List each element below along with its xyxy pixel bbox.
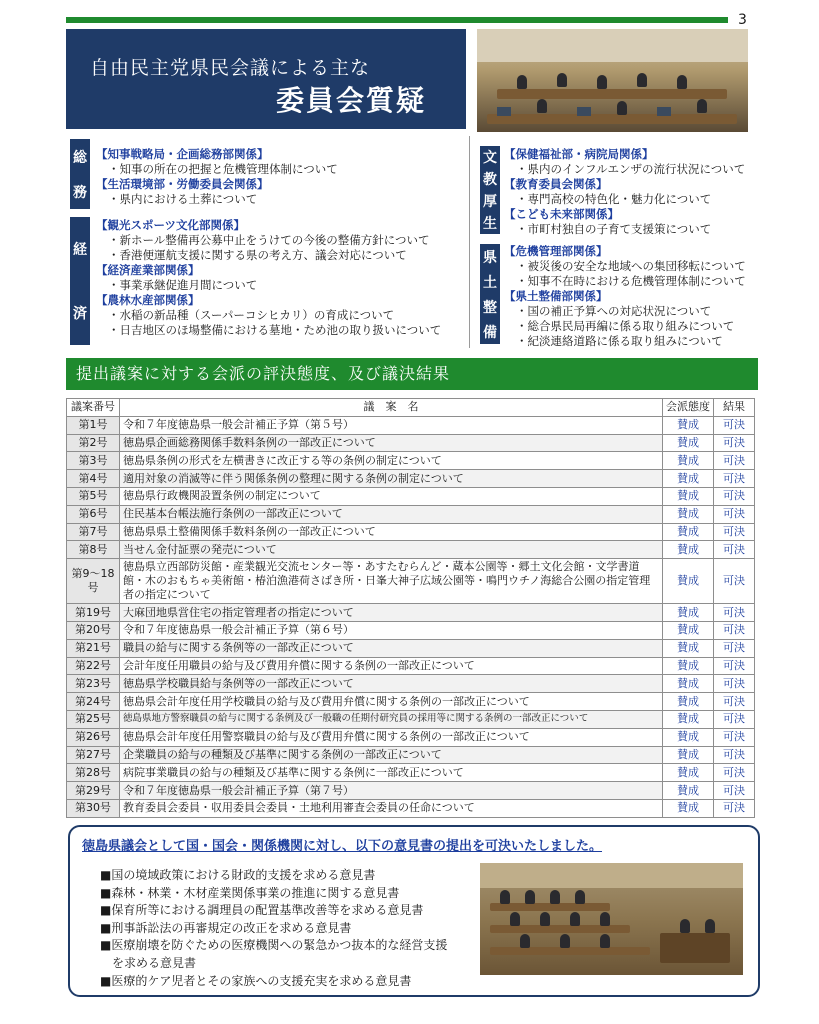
opinion-item: を求める意見書 [100, 955, 197, 970]
bill-no-cell: 第19号 [67, 604, 120, 622]
table-row [67, 621, 755, 639]
stance-cell: 賛成 [663, 621, 714, 639]
top-accent-bar [66, 17, 728, 23]
table-row [67, 487, 755, 505]
bill-no-cell: 第9～18号 [67, 559, 120, 604]
bill-name-cell: 適用対象の消滅等に伴う関係条例の整理に関する条例の制定について [120, 470, 663, 488]
opinion-item: ■医療崩壊を防ぐための医療機関への緊急かつ抜本的な経営支援 [100, 938, 448, 953]
stance-cell: 賛成 [663, 728, 714, 746]
result-cell: 可決 [714, 434, 755, 452]
result-cell: 可決 [714, 728, 755, 746]
bill-no-cell: 第26号 [67, 728, 120, 746]
bill-name-cell: 徳島県立西部防災館・産業観光交流センター等・あすたむらんど・蔵本公園等・郷土文化会館・文学書道館・木のおもちゃ美術館・椿泊漁港荷さばき所・日峯大神子広域公園等・鳴門ウチノ海総合公園の指定管理者の指定について [120, 559, 663, 604]
section-title-bar [66, 358, 758, 390]
stance-cell: 賛成 [663, 434, 714, 452]
group-item: ・被災後の安全な地域への集団移転について [516, 259, 746, 273]
bill-no-cell: 第4号 [67, 470, 120, 488]
tab-keizai: 経 済 [70, 217, 90, 345]
stance-cell: 賛成 [663, 639, 714, 657]
bill-no-cell: 第22号 [67, 657, 120, 675]
table-row [67, 541, 755, 559]
stance-cell: 賛成 [663, 657, 714, 675]
group-heading: 【経済産業部関係】 [96, 263, 200, 277]
header-bill-no: 議案番号 [67, 399, 120, 417]
bill-no-cell: 第8号 [67, 541, 120, 559]
stance-cell: 賛成 [663, 675, 714, 693]
bill-no-cell: 第28号 [67, 764, 120, 782]
header-result: 結果 [714, 399, 755, 417]
opinion-item: ■刑事訴訟法の再審規定の改正を求める意見書 [100, 920, 352, 935]
opinion-item: ■保育所等における調理員の配置基準改善等を求める意見書 [100, 903, 424, 918]
tab-kendo-seibi: 県 土 整 備 [480, 244, 500, 344]
tab-somu: 総 務 [70, 139, 90, 209]
opinion-item: ■森林・林業・木材産業関係事業の推進に関する意見書 [100, 885, 400, 900]
section-title: 提出議案に対する会派の評決態度、及び議決結果 [76, 364, 451, 383]
committee-bunkyo-kosei [504, 147, 745, 237]
stance-cell: 賛成 [663, 452, 714, 470]
result-cell: 可決 [714, 470, 755, 488]
stance-cell: 賛成 [663, 746, 714, 764]
bill-name-cell: 徳島県行政機関設置条例の制定について [120, 487, 663, 505]
bill-no-cell: 第30号 [67, 799, 120, 817]
group-item: ・新ホール整備再公募中止をうけての今後の整備方針について [108, 233, 430, 247]
stance-cell: 賛成 [663, 693, 714, 711]
bill-name-cell: 徳島県地方警察職員の給与に関する条例及び一般職の任期付研究員の採用等に関する条例の一部改正について [120, 710, 663, 728]
opinion-item: ■医療的ケア児者とその家族への支援充実を求める意見書 [100, 973, 412, 988]
bill-no-cell: 第23号 [67, 675, 120, 693]
title-line-2: 委員会質疑 [276, 84, 427, 117]
page-number: 3 [738, 12, 747, 28]
group-heading: 【観光スポーツ文化部関係】 [96, 218, 246, 232]
table-row [67, 559, 755, 604]
group-item: ・国の補正予算への対応状況について [516, 304, 712, 318]
result-cell: 可決 [714, 452, 755, 470]
group-heading: 【教育委員会関係】 [504, 177, 608, 191]
group-item: ・県内のインフルエンザの流行状況について [516, 162, 746, 176]
title-line-1: 自由民主党県民会議による主な [90, 57, 371, 79]
bill-no-cell: 第3号 [67, 452, 120, 470]
result-cell: 可決 [714, 621, 755, 639]
table-row [67, 505, 755, 523]
stance-cell: 賛成 [663, 764, 714, 782]
result-cell: 可決 [714, 416, 755, 434]
bill-no-cell: 第29号 [67, 782, 120, 800]
tab-bunkyo-kosei: 文 教 厚 生 [480, 146, 500, 234]
table-row [67, 434, 755, 452]
group-heading: 【こども未来部関係】 [504, 207, 619, 221]
group-heading: 【知事戦略局・企画総務部関係】 [96, 147, 269, 161]
column-divider [469, 136, 470, 348]
bills-table [66, 398, 755, 818]
bill-name-cell: 当せん金付証票の発売について [120, 541, 663, 559]
stance-cell: 賛成 [663, 604, 714, 622]
table-row [67, 675, 755, 693]
result-cell: 可決 [714, 523, 755, 541]
table-row [67, 693, 755, 711]
opinion-item: ■国の境域政策における財政的支援を求める意見書 [100, 868, 376, 882]
group-item: ・総合県民局再編に係る取り組みについて [516, 319, 735, 333]
bill-name-cell: 教育委員会委員・収用委員会委員・土地利用審査会委員の任命について [120, 799, 663, 817]
bill-no-cell: 第21号 [67, 639, 120, 657]
group-item: ・専門高校の特色化・魅力化について [516, 192, 712, 206]
group-item: ・市町村独自の子育て支援策について [516, 222, 712, 236]
result-cell: 可決 [714, 799, 755, 817]
bill-name-cell: 企業職員の給与の種類及び基準に関する条例の一部改正について [120, 746, 663, 764]
result-cell: 可決 [714, 541, 755, 559]
result-cell: 可決 [714, 639, 755, 657]
group-heading: 【県土整備部関係】 [504, 289, 608, 303]
committee-somu [96, 147, 338, 207]
committee-kendo-seibi [504, 244, 746, 349]
bill-name-cell: 令和７年度徳島県一般会計補正予算（第５号） [120, 416, 663, 434]
bill-name-cell: 大麻団地県営住宅の指定管理者の指定について [120, 604, 663, 622]
stance-cell: 賛成 [663, 487, 714, 505]
result-cell: 可決 [714, 746, 755, 764]
table-row [67, 452, 755, 470]
title-box [66, 29, 466, 129]
table-row [67, 639, 755, 657]
stance-cell: 賛成 [663, 505, 714, 523]
bill-name-cell: 徳島県県土整備関係手数料条例の一部改正について [120, 523, 663, 541]
bill-name-cell: 徳島県会計年度任用学校職員の給与及び費用弁償に関する条例の一部改正について [120, 693, 663, 711]
bill-name-cell: 徳島県企画総務関係手数料条例の一部改正について [120, 434, 663, 452]
table-row [67, 710, 755, 728]
stance-cell: 賛成 [663, 416, 714, 434]
bill-no-cell: 第20号 [67, 621, 120, 639]
result-cell: 可決 [714, 675, 755, 693]
group-item: ・日吉地区のほ場整備における墓地・ため池の取り扱いについて [108, 323, 442, 337]
stance-cell: 賛成 [663, 470, 714, 488]
table-header-row [67, 399, 755, 417]
committee-keizai [96, 218, 441, 338]
bill-no-cell: 第27号 [67, 746, 120, 764]
stance-cell: 賛成 [663, 710, 714, 728]
group-heading: 【農林水産部関係】 [96, 293, 200, 307]
table-row [67, 782, 755, 800]
bill-name-cell: 徳島県条例の形式を左横書きに改正する等の条例の制定について [120, 452, 663, 470]
bill-name-cell: 令和７年度徳島県一般会計補正予算（第７号） [120, 782, 663, 800]
group-heading: 【保健福祉部・病院局関係】 [504, 147, 654, 161]
table-row [67, 523, 755, 541]
result-cell: 可決 [714, 604, 755, 622]
bill-no-cell: 第24号 [67, 693, 120, 711]
table-row [67, 746, 755, 764]
bill-name-cell: 徳島県学校職員給与条例等の一部改正について [120, 675, 663, 693]
result-cell: 可決 [714, 657, 755, 675]
stance-cell: 賛成 [663, 541, 714, 559]
committee-photo [477, 29, 748, 132]
group-item: ・県内における土葬について [108, 192, 258, 206]
bill-no-cell: 第1号 [67, 416, 120, 434]
group-item: ・香港便運航支援に関する県の考え方、議会対応について [108, 248, 407, 262]
table-row [67, 604, 755, 622]
result-cell: 可決 [714, 505, 755, 523]
group-item: ・事業承継促進月間について [108, 278, 258, 292]
group-item: ・水稲の新品種（スーパーコシヒカリ）の育成について [108, 308, 395, 322]
stance-cell: 賛成 [663, 523, 714, 541]
result-cell: 可決 [714, 764, 755, 782]
table-row [67, 470, 755, 488]
header-bill-name: 議 案 名 [120, 399, 663, 417]
header-stance: 会派態度 [663, 399, 714, 417]
group-heading: 【危機管理部関係】 [504, 244, 608, 258]
result-cell: 可決 [714, 710, 755, 728]
result-cell: 可決 [714, 487, 755, 505]
result-cell: 可決 [714, 559, 755, 604]
bill-no-cell: 第25号 [67, 710, 120, 728]
table-row [67, 416, 755, 434]
group-item: ・紀淡連絡道路に係る取り組みについて [516, 334, 723, 348]
bill-name-cell: 令和７年度徳島県一般会計補正予算（第６号） [120, 621, 663, 639]
table-row [67, 799, 755, 817]
bill-no-cell: 第6号 [67, 505, 120, 523]
table-row [67, 728, 755, 746]
opinion-heading: 徳島県議会として国・国会・関係機関に対し、以下の意見書の提出を可決いたしました。 [82, 839, 603, 854]
bill-name-cell: 職員の給与に関する条例等の一部改正について [120, 639, 663, 657]
table-row [67, 657, 755, 675]
group-item: ・知事の所在の把握と危機管理体制について [108, 162, 338, 176]
bill-name-cell: 住民基本台帳法施行条例の一部改正について [120, 505, 663, 523]
opinion-box [68, 825, 760, 997]
bill-no-cell: 第7号 [67, 523, 120, 541]
table-row [67, 764, 755, 782]
opinion-list [100, 867, 447, 990]
bill-no-cell: 第2号 [67, 434, 120, 452]
stance-cell: 賛成 [663, 559, 714, 604]
bill-name-cell: 病院事業職員の給与の種類及び基準に関する条例に一部改正について [120, 764, 663, 782]
group-heading: 【生活環境部・労働委員会関係】 [96, 177, 269, 191]
bill-no-cell: 第5号 [67, 487, 120, 505]
result-cell: 可決 [714, 782, 755, 800]
result-cell: 可決 [714, 693, 755, 711]
group-item: ・知事不在時における危機管理体制について [516, 274, 746, 288]
bill-name-cell: 徳島県会計年度任用警察職員の給与及び費用弁償に関する条例の一部改正について [120, 728, 663, 746]
bill-name-cell: 会計年度任用職員の給与及び費用弁償に関する条例の一部改正について [120, 657, 663, 675]
stance-cell: 賛成 [663, 799, 714, 817]
stance-cell: 賛成 [663, 782, 714, 800]
